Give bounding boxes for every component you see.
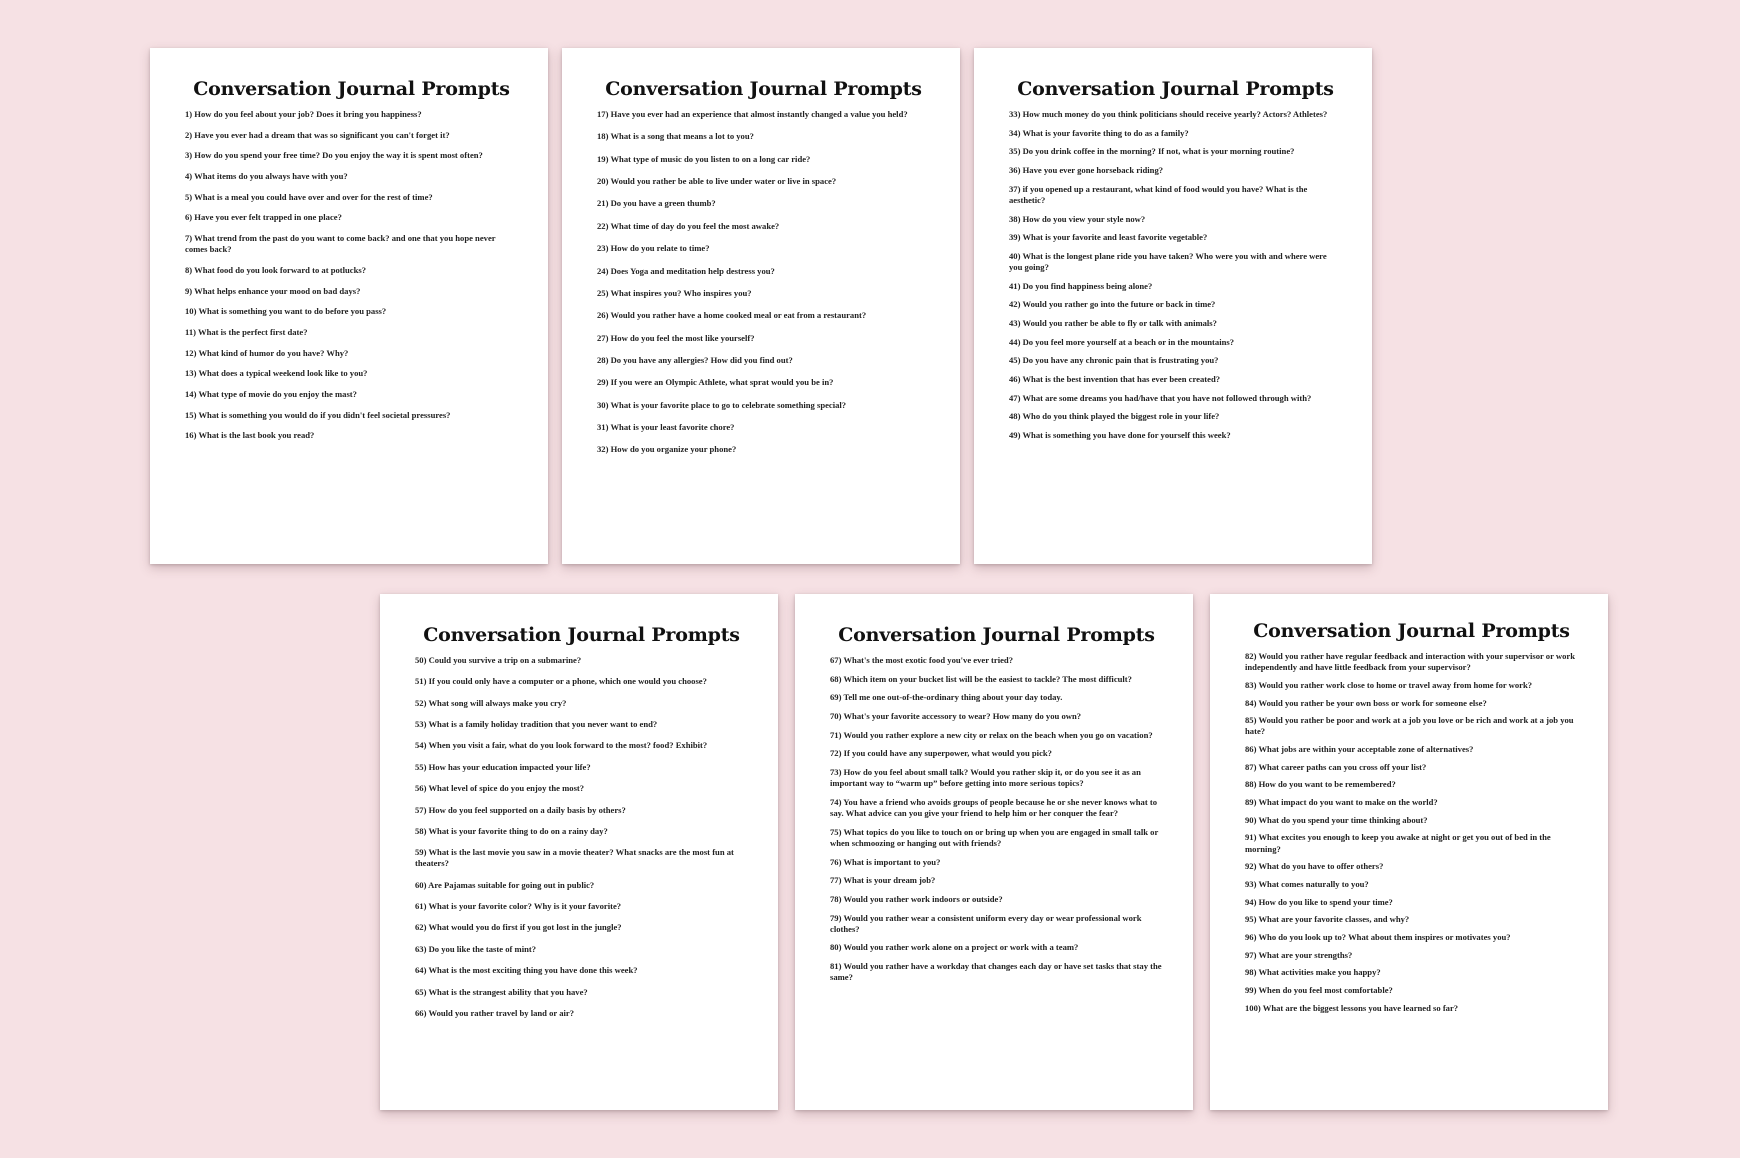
prompt-item: 23) How do you relate to time? — [597, 243, 710, 254]
prompt-item: 89) What impact do you want to make on the world? — [1245, 797, 1438, 808]
prompt-item: 59) What is the last movie you saw in a movie theater? What snacks are the most fun at theaters? — [415, 847, 734, 869]
prompt-item: 1) How do you feel about your job? Does it bring you happiness? — [185, 109, 422, 119]
prompt-item: 90) What do you spend your time thinking about? — [1245, 814, 1428, 825]
prompt-item: 71) Would you rather explore a new city or relax on the beach when you go on vacation? — [830, 729, 1153, 740]
prompt-item: 78) Would you rather work indoors or outside? — [830, 893, 1003, 904]
prompt-item: 93) What comes naturally to you? — [1245, 878, 1369, 889]
prompt-item: 4) What items do you always have with you? — [185, 171, 348, 182]
page-title: Conversation Journal Prompts — [193, 78, 510, 100]
prompt-item: 43) Would you rather be able to fly or talk with animals? — [1009, 318, 1217, 329]
prompt-list — [185, 109, 518, 441]
journal-page-1 — [150, 48, 548, 564]
prompt-item: 68) Which item on your bucket list will be the easiest to tackle? The most difficult? — [830, 673, 1132, 684]
prompt-item: 30) What is your favorite place to go to celebrate something special? — [597, 399, 847, 410]
prompt-item: 26) Would you rather have a home cooked meal or eat from a restaurant? — [597, 310, 867, 321]
prompt-item: 29) If you were an Olympic Athlete, what sprat would you be in? — [597, 377, 834, 388]
prompt-item: 94) How do you like to spend your time? — [1245, 896, 1393, 907]
journal-page-3 — [974, 48, 1372, 564]
journal-page-4 — [380, 594, 778, 1110]
prompt-item: 70) What's your favorite accessory to wear? How many do you own? — [830, 711, 1082, 722]
prompt-item: 41) Do you find happiness being alone? — [1009, 280, 1153, 291]
prompt-item: 74) You have a friend who avoids groups of people because he or she never knows what to say. What advice can you give your friend to help him or her conquer the fear? — [830, 796, 1157, 819]
prompt-item: 2) Have you ever had a dream that was so significant you can't forget it? — [185, 129, 450, 140]
prompt-item: 72) If you could have any superpower, what would you pick? — [830, 748, 1052, 759]
prompt-item: 88) How do you want to be remembered? — [1245, 779, 1396, 790]
prompt-item: 39) What is your favorite and least favorite vegetable? — [1009, 232, 1208, 243]
page-title: Conversation Journal Prompts — [1017, 78, 1334, 100]
prompt-item: 42) Would you rather go into the future or back in time? — [1009, 299, 1216, 310]
prompt-item: 17) Have you ever had an experience that almost instantly changed a value you held? — [597, 109, 908, 119]
prompt-item: 40) What is the longest plane ride you have taken? Who were you with and where were you going? — [1009, 250, 1327, 273]
prompt-item: 20) Would you rather be able to live under water or live in space? — [597, 176, 837, 187]
prompt-item: 96) Who do you look up to? What about them inspires or motivates you? — [1245, 931, 1511, 942]
prompt-item: 65) What is the strangest ability that you have? — [415, 986, 588, 997]
prompt-list — [415, 655, 748, 1019]
page-title: Conversation Journal Prompts — [838, 624, 1155, 646]
prompt-list — [1245, 651, 1578, 1014]
prompt-item: 54) When you visit a fair, what do you look forward to the most? food? Exhibit? — [415, 740, 708, 751]
prompt-item: 100) What are the biggest lessons you have learned so far? — [1245, 1002, 1459, 1013]
prompt-item: 50) Could you survive a trip on a submarine? — [415, 655, 582, 665]
prompt-item: 77) What is your dream job? — [830, 875, 936, 886]
prompt-list — [1009, 109, 1342, 441]
prompt-item: 38) How do you view your style now? — [1009, 213, 1146, 224]
prompt-item: 37) if you opened up a restaurant, what kind of food would you have? What is the aesthetic? — [1009, 183, 1308, 205]
prompt-item: 11) What is the perfect first date? — [185, 326, 308, 337]
prompt-item: 79) Would you rather wear a consistent uniform every day or wear professional work clothes? — [830, 912, 1142, 934]
prompt-item: 25) What inspires you? Who inspires you? — [597, 287, 752, 298]
prompt-item: 57) How do you feel supported on a daily basis by others? — [415, 804, 626, 815]
prompt-item: 36) Have you ever gone horseback riding? — [1009, 165, 1164, 176]
prompt-item: 85) Would you rather be poor and work at a job you love or be rich and work at a job you hate? — [1245, 715, 1574, 737]
prompt-item: 95) What are your favorite classes, and why? — [1245, 914, 1410, 925]
prompt-item: 52) What song will always make you cry? — [415, 697, 567, 708]
page-title: Conversation Journal Prompts — [423, 624, 740, 646]
prompt-item: 24) Does Yoga and meditation help destress you? — [597, 265, 775, 276]
prompt-item: 45) Do you have any chronic pain that is frustrating you? — [1009, 355, 1219, 366]
prompt-item: 14) What type of movie do you enjoy the mast? — [185, 388, 357, 399]
prompt-item: 80) Would you rather work alone on a project or work with a team? — [830, 942, 1079, 953]
prompt-item: 21) Do you have a green thumb? — [597, 198, 716, 209]
prompt-item: 16) What is the last book you read? — [185, 430, 315, 441]
prompt-item: 61) What is your favorite color? Why is it your favorite? — [415, 901, 622, 912]
prompt-item: 19) What type of music do you listen to on a long car ride? — [597, 153, 811, 164]
prompt-item: 5) What is a meal you could have over and over for the rest of time? — [185, 191, 433, 202]
prompt-item: 47) What are some dreams you had/have that you have not followed through with? — [1009, 392, 1312, 403]
prompt-item: 48) Who do you think played the biggest role in your life? — [1009, 411, 1220, 422]
prompt-item: 56) What level of spice do you enjoy the most? — [415, 783, 585, 794]
prompt-item: 87) What career paths can you cross off your list? — [1245, 761, 1427, 772]
prompt-item: 12) What kind of humor do you have? Why? — [185, 347, 349, 358]
prompt-item: 60) Are Pajamas suitable for going out in public? — [415, 879, 595, 890]
prompt-item: 91) What excites you enough to keep you awake at night or get you out of bed in the morning? — [1245, 832, 1551, 854]
prompt-item: 99) When do you feel most comfortable? — [1245, 984, 1393, 995]
prompt-item: 81) Would you rather have a workday that changes each day or have set tasks that stay the same? — [830, 961, 1162, 983]
journal-page-6 — [1210, 594, 1608, 1110]
prompt-item: 27) How do you feel the most like yourself? — [597, 332, 755, 343]
prompt-item: 46) What is the best invention that has ever been created? — [1009, 374, 1221, 385]
prompt-item: 82) Would you rather have regular feedback and interaction with your supervisor or work independently and have little feedback from your supervisor? — [1245, 651, 1575, 673]
prompt-list — [830, 655, 1163, 983]
prompt-item: 18) What is a song that means a lot to you? — [597, 131, 754, 142]
prompt-item: 8) What food do you look forward to at potlucks? — [185, 264, 367, 275]
prompt-item: 53) What is a family holiday tradition that you never want to end? — [415, 719, 658, 730]
prompt-item: 33) How much money do you think politicians should receive yearly? Actors? Athletes? — [1009, 109, 1328, 119]
prompt-item: 64) What is the most exciting thing you have done this week? — [415, 965, 638, 976]
prompt-item: 62) What would you do first if you got lost in the jungle? — [415, 922, 622, 933]
prompt-item: 66) Would you rather travel by land or air? — [415, 1007, 574, 1018]
prompt-list — [597, 109, 930, 456]
prompt-item: 84) Would you rather be your own boss or work for someone else? — [1245, 697, 1487, 708]
prompt-item: 44) Do you feel more yourself at a beach or in the mountains? — [1009, 336, 1235, 347]
prompt-item: 31) What is your least favorite chore? — [597, 422, 735, 433]
prompt-item: 32) How do you organize your phone? — [597, 444, 737, 455]
prompt-item: 97) What are your strengths? — [1245, 949, 1353, 960]
prompt-item: 58) What is your favorite thing to do on a rainy day? — [415, 825, 608, 836]
prompt-item: 6) Have you ever felt trapped in one place? — [185, 212, 342, 223]
prompt-item: 3) How do you spend your free time? Do you enjoy the way it is spent most often? — [185, 150, 483, 161]
prompt-item: 51) If you could only have a computer or a phone, which one would you choose? — [415, 676, 707, 687]
prompt-item: 9) What helps enhance your mood on bad days? — [185, 285, 361, 296]
prompt-item: 98) What activities make you happy? — [1245, 967, 1381, 978]
page-title: Conversation Journal Prompts — [1253, 620, 1570, 642]
prompt-item: 75) What topics do you like to touch on or bring up when you are engaged in small talk or when schmoozing or hanging out with friends? — [830, 826, 1159, 848]
prompt-item: 86) What jobs are within your acceptable zone of alternatives? — [1245, 744, 1474, 755]
prompt-item: 35) Do you drink coffee in the morning? If not, what is your morning routine? — [1009, 146, 1295, 157]
prompt-item: 73) How do you feel about small talk? Would you rather skip it, or do you see it as an important way to “warm up” before getting into more serious topics? — [830, 767, 1141, 789]
prompt-item: 10) What is something you want to do before you pass? — [185, 306, 387, 317]
prompt-item: 63) Do you like the taste of mint? — [415, 943, 537, 954]
prompt-item: 34) What is your favorite thing to do as a family? — [1009, 127, 1189, 138]
prompt-item: 22) What time of day do you feel the most awake? — [597, 220, 780, 231]
journal-page-2 — [562, 48, 960, 564]
prompt-item: 67) What's the most exotic food you've ever tried? — [830, 655, 1013, 665]
prompt-item: 49) What is something you have done for yourself this week? — [1009, 430, 1231, 441]
prompt-item: 28) Do you have any allergies? How did you find out? — [597, 354, 793, 365]
prompt-item: 55) How has your education impacted your life? — [415, 761, 591, 772]
prompt-item: 7) What trend from the past do you want to come back? and one that you hope never comes back? — [185, 233, 496, 255]
prompt-item: 83) Would you rather work close to home or travel away from home for work? — [1245, 679, 1533, 690]
prompt-item: 15) What is something you would do if you didn't feel societal pressures? — [185, 409, 451, 420]
prompt-item: 76) What is important to you? — [830, 856, 941, 867]
journal-page-5 — [795, 594, 1193, 1110]
prompt-item: 92) What do you have to offer others? — [1245, 861, 1384, 872]
page-title: Conversation Journal Prompts — [605, 78, 922, 100]
prompt-item: 69) Tell me one out-of-the-ordinary thing about your day today. — [830, 692, 1063, 703]
prompt-item: 13) What does a typical weekend look like to you? — [185, 368, 368, 379]
